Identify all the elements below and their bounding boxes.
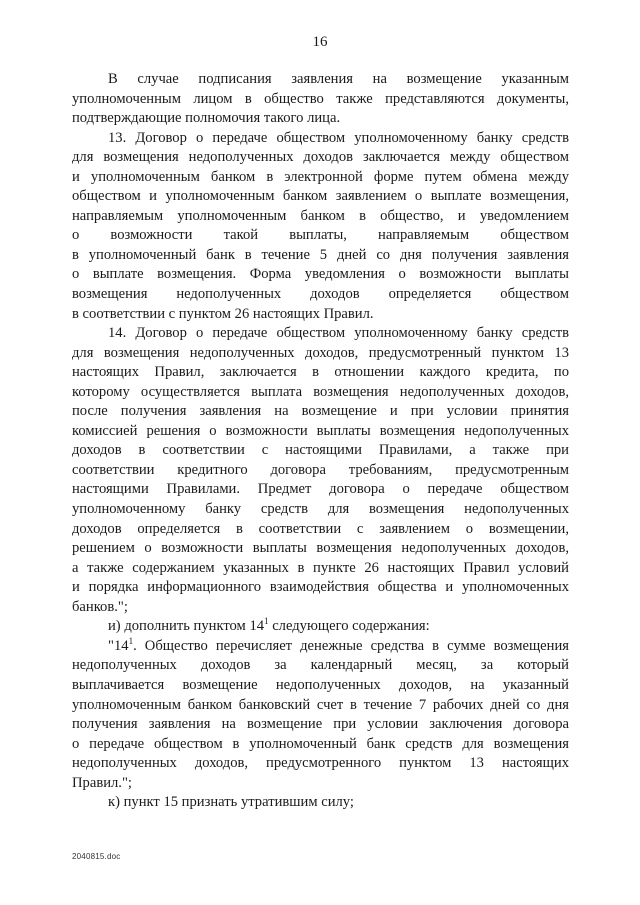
superscript-one: 1 bbox=[264, 616, 269, 627]
text-line: банков."; bbox=[72, 598, 128, 615]
text-line: недополученных доходов за календарный месяц, за который bbox=[72, 657, 569, 674]
text-line: получения заявления на возмещение при условии заключения договора bbox=[72, 716, 569, 733]
text-line: обществом и уполномоченным банком заявлением о выплате возмещения, bbox=[72, 188, 569, 205]
paragraph-item-k bbox=[72, 793, 569, 813]
text-line: недополученных доходов, предусмотренного пунктом 13 настоящих bbox=[72, 755, 569, 772]
text-line: и уполномоченным банком в электронной форме путем обмена между bbox=[72, 168, 569, 185]
text-line: "$14^1$. Общество перечисляет денежные средства в сумме возмещения bbox=[108, 635, 569, 654]
document-file-code: 2040815.doc bbox=[72, 852, 121, 861]
text-line: доходов в соответствии с настоящими Правилами, а также при bbox=[72, 442, 569, 459]
text-line: о возможности такой выплаты, направляемым обществом bbox=[72, 227, 569, 244]
text-line: для возмещения недополученных доходов заключается между обществом bbox=[72, 149, 569, 166]
paragraph-signing-documents bbox=[72, 70, 569, 129]
paragraph-clause-14 bbox=[72, 324, 569, 617]
text-line: 14. Договор о передаче обществом уполномоченному банку средств bbox=[108, 325, 569, 342]
text-line: комиссией решения о возможности выплаты возмещения недополученных bbox=[72, 422, 569, 439]
text-line: выплачивается возмещение недополученных доходов, на указанный bbox=[72, 676, 569, 693]
text-line: Правил."; bbox=[72, 774, 132, 791]
text-line: в соответствии с пунктом 26 настоящих Правил. bbox=[72, 305, 374, 322]
text-line: и порядка информационного взаимодействия общества и уполномоченных bbox=[72, 579, 569, 596]
page-number: 16 bbox=[312, 34, 328, 50]
text-line: о передаче обществом в уполномоченный банк средств для возмещения bbox=[72, 735, 569, 752]
text-line: уполномоченному банку средств для возмещения недополученных bbox=[72, 501, 569, 518]
text-line: и) дополнить пунктом $14^1$ следующего содержания: bbox=[108, 616, 430, 635]
text-line: уполномоченным лицом в общество также представляются документы, bbox=[72, 90, 569, 107]
text-line: уполномоченным банком банковский счет в течение 7 рабочих дней со дня bbox=[72, 696, 569, 713]
text-line: о выплате возмещения. Форма уведомления о возможности выплаты bbox=[72, 266, 569, 283]
text-line: 13. Договор о передаче обществом уполномоченному банку средств bbox=[108, 129, 569, 146]
paragraph-item-i bbox=[72, 617, 569, 637]
text-line: решением о возможности выплаты возмещения недополученных доходов, bbox=[72, 540, 569, 557]
text-line: подтверждающие полномочия такого лица. bbox=[72, 110, 341, 127]
text-line: возмещения недополученных доходов определяется обществом bbox=[72, 286, 569, 303]
paragraph-clause-14-1 bbox=[72, 637, 569, 793]
text-line: В случае подписания заявления на возмещение указанным bbox=[108, 71, 569, 87]
text-line: доходов определяется в соответствии с заявлением о возмещении, bbox=[72, 520, 569, 537]
paragraph-clause-13 bbox=[72, 129, 569, 324]
text-line: настоящих Правил, заключается в отношении каждого кредита, по bbox=[72, 364, 569, 381]
text-line: к) пункт 15 признать утратившим силу; bbox=[108, 794, 354, 811]
superscript-one: 1 bbox=[128, 635, 134, 646]
text-line: после получения заявления на возмещение и при условии принятия bbox=[72, 403, 569, 420]
text-line: направляемым уполномоченным банком в общество, и уведомлением bbox=[72, 207, 569, 224]
text-line: которому осуществляется выплата возмещения недополученных доходов, bbox=[72, 383, 569, 400]
text-line: а также содержанием указанных в пункте 26 настоящих Правил условий bbox=[72, 559, 569, 576]
document-body bbox=[72, 70, 569, 813]
text-line: настоящими Правилами. Предмет договора о передаче обществом bbox=[72, 481, 569, 498]
text-line: соответствии кредитного договора требованиям, предусмотренным bbox=[72, 461, 569, 478]
text-line: в уполномоченный банк в течение 5 дней со дня получения заявления bbox=[72, 246, 569, 263]
text-line: для возмещения недополученных доходов, предусмотренный пунктом 13 bbox=[72, 344, 569, 361]
